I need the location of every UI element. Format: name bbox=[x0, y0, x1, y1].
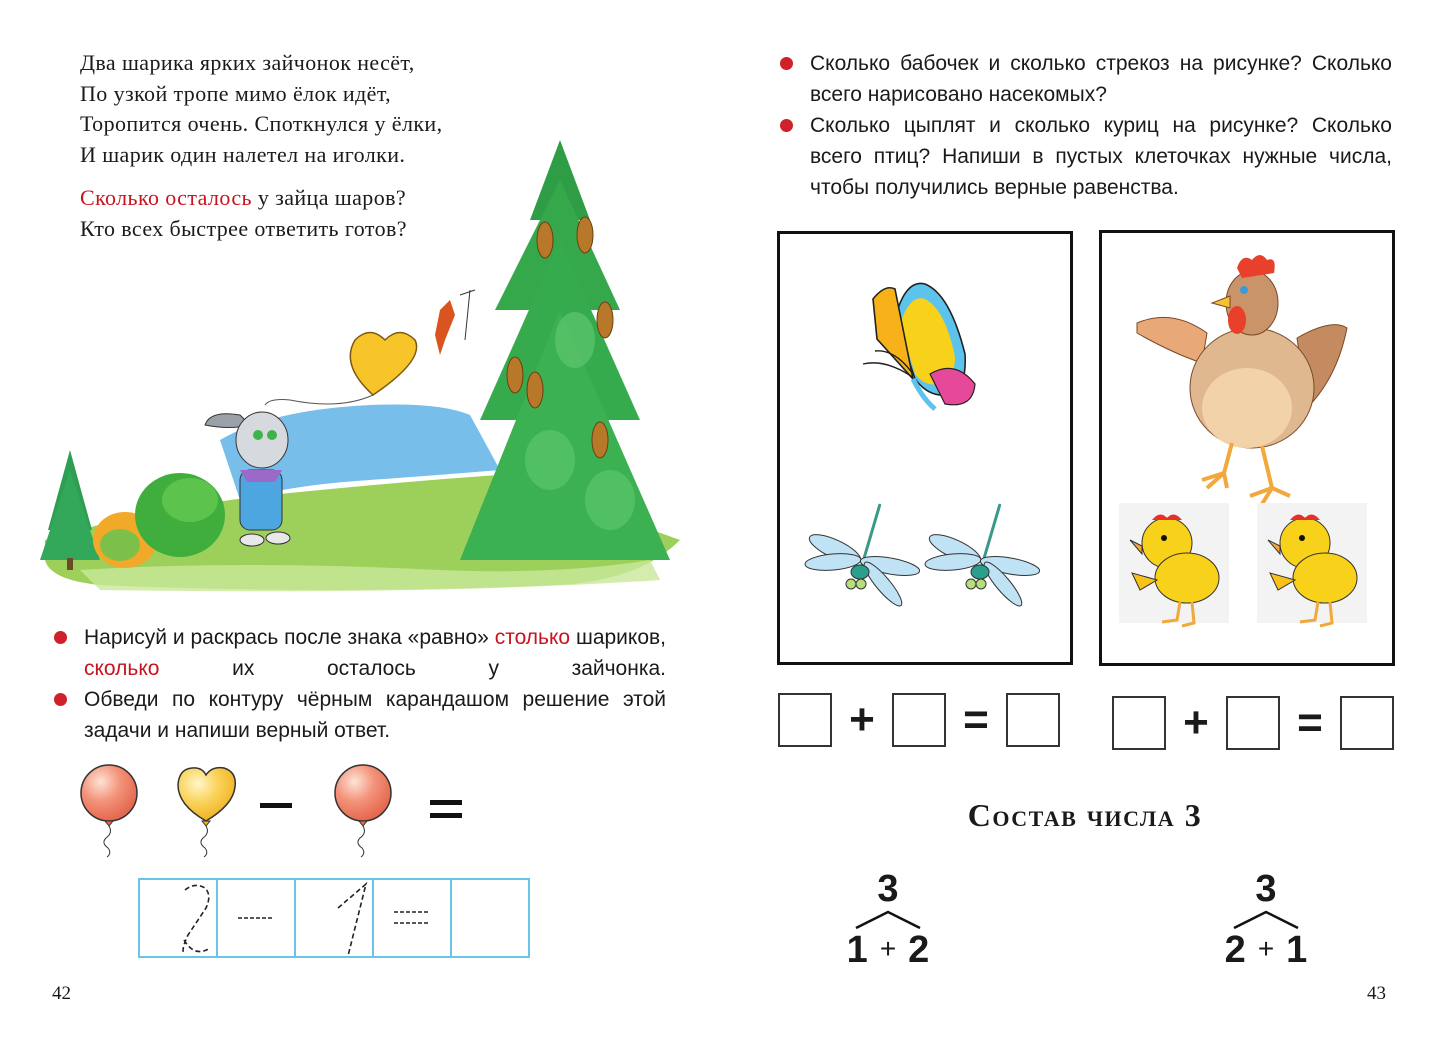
dashed-equals-icon bbox=[374, 880, 450, 956]
task-item: Обведи по контуру чёрным карандашом решение этой задачи и напиши верный ответ. bbox=[54, 684, 666, 746]
bullet-icon bbox=[54, 693, 67, 706]
left-task-list bbox=[54, 622, 666, 746]
trace-cell-digit-2[interactable] bbox=[140, 880, 218, 956]
dragonfly-icon bbox=[924, 504, 1041, 610]
number-decomposition bbox=[838, 870, 938, 969]
birds-picture-frame bbox=[1099, 230, 1395, 666]
answer-box[interactable] bbox=[778, 693, 832, 747]
small-fir-icon bbox=[40, 450, 100, 570]
highlight-word: столько bbox=[494, 626, 571, 649]
equals-sign: = bbox=[963, 695, 989, 744]
bullet-icon bbox=[54, 631, 67, 644]
poem-line: Два шарика ярких зайчонок несёт, bbox=[80, 50, 415, 75]
bunny-fir-tree-illustration bbox=[40, 140, 680, 600]
answer-box[interactable] bbox=[1226, 696, 1280, 750]
plus-sign: + bbox=[879, 933, 897, 964]
dashed-digit-1-icon bbox=[296, 880, 372, 956]
equals-sign bbox=[430, 800, 462, 818]
plus-sign: + bbox=[1257, 933, 1275, 964]
dashed-minus-icon bbox=[218, 880, 294, 956]
red-round-balloon-icon bbox=[332, 763, 422, 861]
fir-tree-icon bbox=[460, 140, 670, 560]
task-item: Сколько цыплят и сколько куриц на рисунке? Сколько всего птиц? Напиши в пустых клеточках нужные числа, чтобы получились верные равенства. bbox=[780, 110, 1392, 203]
decomp-part: 1 bbox=[846, 929, 868, 971]
branch-lines-icon bbox=[848, 908, 928, 930]
tracing-cells bbox=[138, 878, 530, 958]
trace-cell-minus[interactable] bbox=[218, 880, 296, 956]
poem-highlight: Сколько осталось bbox=[80, 185, 252, 210]
plus-sign: + bbox=[1183, 698, 1209, 747]
answer-cell[interactable] bbox=[452, 880, 528, 956]
insects-equation bbox=[778, 693, 1060, 747]
decomp-part: 2 bbox=[1224, 929, 1246, 971]
answer-box[interactable] bbox=[1112, 696, 1166, 750]
page-number-right: 43 bbox=[1367, 983, 1386, 1004]
decomp-part: 2 bbox=[908, 929, 930, 971]
plus-sign: + bbox=[849, 695, 875, 744]
butterfly-icon bbox=[863, 283, 975, 409]
poem-line: Кто всех быстрее ответить готов? bbox=[80, 215, 407, 241]
highlight-word: сколько bbox=[84, 657, 160, 680]
birds-equation bbox=[1112, 696, 1394, 750]
page-number-left: 42 bbox=[52, 983, 71, 1004]
bullet-icon bbox=[780, 119, 793, 132]
dashed-digit-2-icon bbox=[140, 880, 216, 956]
dragonfly-icon bbox=[804, 504, 921, 610]
section-heading: Состав числа 3 bbox=[967, 797, 1203, 833]
trace-cell-digit-1[interactable] bbox=[296, 880, 374, 956]
number-decomposition bbox=[1216, 870, 1316, 969]
branch-lines-icon bbox=[1226, 908, 1306, 930]
answer-box[interactable] bbox=[1340, 696, 1394, 750]
decomp-part: 1 bbox=[1286, 929, 1308, 971]
burst-balloon-icon bbox=[435, 290, 475, 355]
hen-icon bbox=[1137, 255, 1347, 504]
insects-picture-frame bbox=[777, 231, 1073, 665]
birds-illustration bbox=[1102, 233, 1392, 663]
answer-box[interactable] bbox=[1006, 693, 1060, 747]
equals-sign: = bbox=[1297, 698, 1323, 747]
poem-line: По узкой тропе мимо ёлок идёт, bbox=[80, 80, 392, 106]
poem-line: Торопится очень. Споткнулся у ёлки, bbox=[80, 111, 443, 136]
task-item: Нарисуй и раскрась после знака «равно» столько шариков, сколько их осталось у зайчонка. bbox=[54, 622, 666, 684]
minus-sign bbox=[260, 803, 292, 808]
poem-question: Сколько осталось у зайца шаров? bbox=[80, 185, 407, 210]
trace-cell-equals[interactable] bbox=[374, 880, 452, 956]
answer-box[interactable] bbox=[892, 693, 946, 747]
yellow-heart-balloon-icon bbox=[265, 333, 417, 406]
yellow-heart-balloon-icon bbox=[176, 763, 266, 861]
right-task-list bbox=[780, 48, 1392, 203]
poem-line: И шарик один налетел на иголки. bbox=[80, 141, 406, 167]
decomp-whole: 3 bbox=[877, 868, 899, 910]
task-item: Сколько бабочек и сколько стрекоз на рисунке? Сколько всего нарисовано насекомых? bbox=[780, 48, 1392, 110]
red-round-balloon-icon bbox=[78, 763, 168, 861]
decomp-whole: 3 bbox=[1255, 868, 1277, 910]
bullet-icon bbox=[780, 57, 793, 70]
insects-illustration bbox=[780, 234, 1070, 662]
